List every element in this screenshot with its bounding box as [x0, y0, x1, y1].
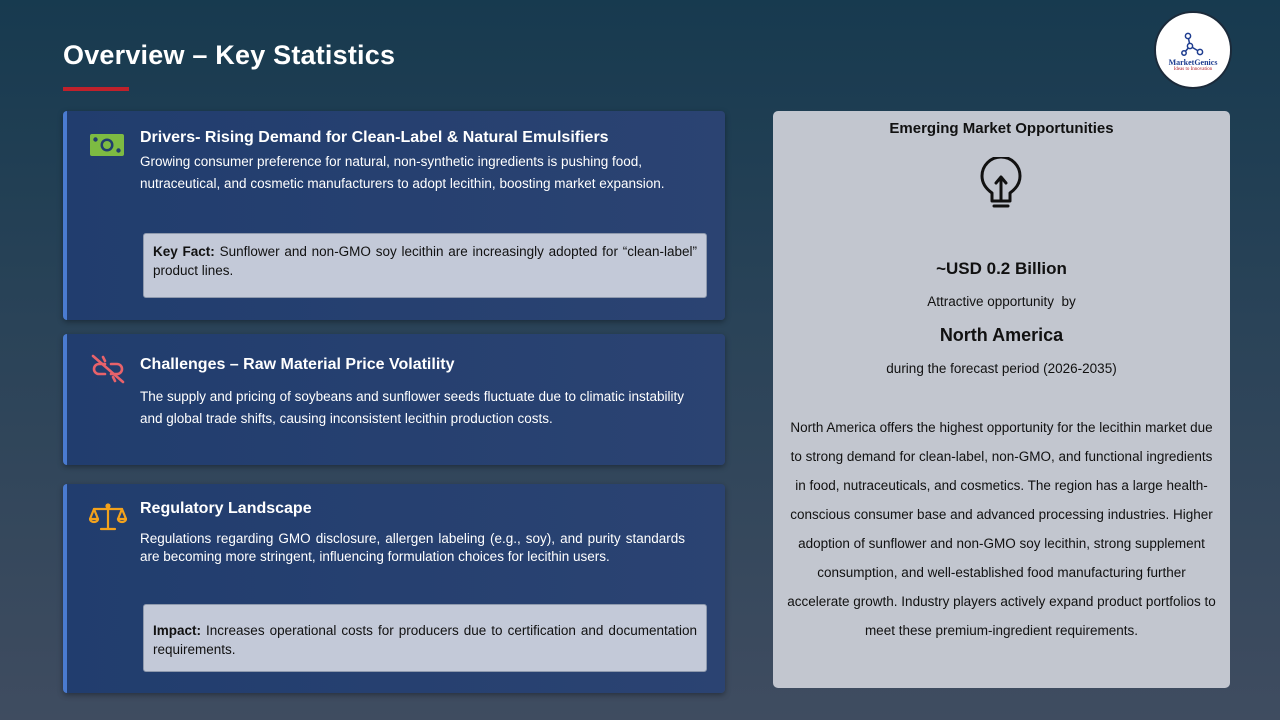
- opportunity-title: Emerging Market Opportunities: [889, 120, 1114, 137]
- regulatory-body: Regulations regarding GMO disclosure, allergen labeling (e.g., soy), and purity standards are becoming more stringent, influencing formulation choices for lecithin users.: [140, 531, 685, 564]
- opportunity-region: North America: [939, 325, 1064, 345]
- key-fact-box: [143, 233, 707, 298]
- money-bill-icon: [89, 133, 125, 162]
- network-icon: [1180, 32, 1206, 56]
- opportunity-value: ~USD 0.2 Billion: [936, 259, 1067, 278]
- key-fact-text: Sunflower and non-GMO soy lecithin are increasingly adopted for “clean-label” product lines.: [153, 244, 697, 278]
- opportunity-subtitle: Attractive opportunity by: [927, 294, 1076, 309]
- drivers-body: Growing consumer preference for natural, non-synthetic ingredients is pushing food, nutraceutical, and cosmetic manufacturers to adopt lecithin, boosting market expansion.: [140, 154, 665, 191]
- lightbulb-icon: [977, 157, 1025, 218]
- challenges-body: The supply and pricing of soybeans and sunflower seeds fluctuate due to climatic instability and global trade shifts, causing inconsistent lecithin production costs.: [140, 389, 685, 426]
- broken-link-icon: [89, 354, 127, 389]
- regulatory-heading: Regulatory Landscape: [140, 500, 312, 517]
- company-logo: [1154, 11, 1232, 89]
- logo-name: MarketGenics: [1168, 58, 1218, 67]
- title-underline: [63, 87, 129, 91]
- opportunity-description: North America offers the highest opportunity for the lecithin market due to strong demand for clean-label, non-GMO, and functional ingredients in food, nutraceuticals, and cosmetics. The region has a large health-conscious consumer base and advanced processing industries. Higher adoption of sunflower and non-GMO soy lecithin, strong supplement consumption, and well-established food manufacturing further accelerate growth. Industry players actively expand product portfolios to meet these premium-ingredient requirements.: [787, 420, 1216, 638]
- impact-text: Increases operational costs for producers due to certification and documentation requirements.: [153, 623, 697, 657]
- opportunity-period: during the forecast period (2026-2035): [886, 361, 1117, 376]
- impact-label: Impact:: [153, 623, 202, 638]
- impact-box: [143, 604, 707, 672]
- logo-tagline: Ideas to Innovation: [1173, 67, 1213, 72]
- challenges-heading: Challenges – Raw Material Price Volatility: [140, 356, 455, 373]
- balance-scale-icon: [89, 502, 127, 537]
- key-fact-label: Key Fact:: [153, 244, 215, 259]
- page-title: Overview – Key Statistics: [63, 40, 396, 70]
- opportunity-panel: [773, 111, 1230, 688]
- regulatory-card: [63, 484, 725, 693]
- drivers-heading: Drivers- Rising Demand for Clean-Label & Natural Emulsifiers: [140, 129, 609, 146]
- drivers-card: [63, 111, 725, 320]
- challenges-card: [63, 334, 725, 465]
